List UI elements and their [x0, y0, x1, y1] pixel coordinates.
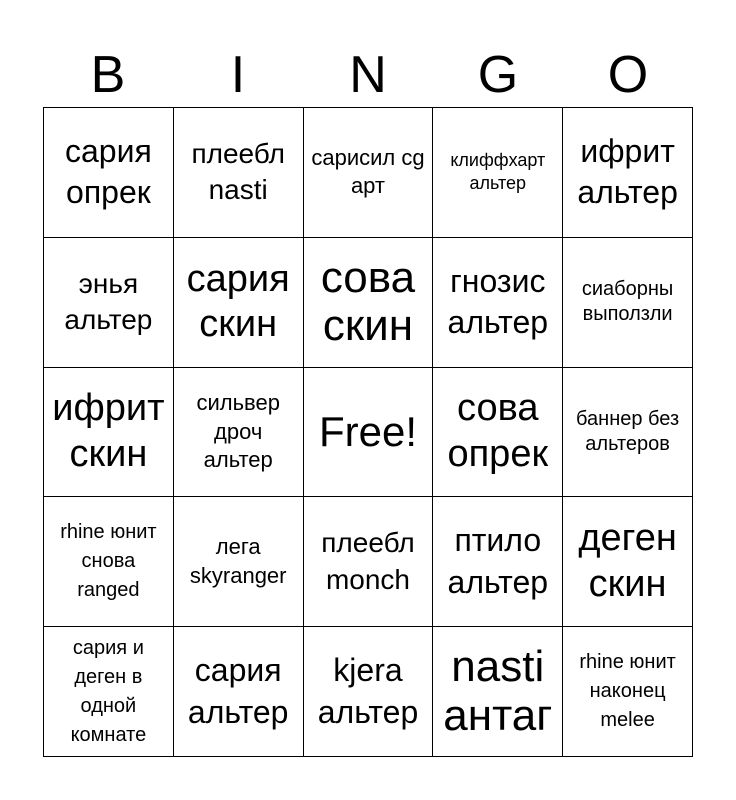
cell-text: сарисил cg арт — [311, 144, 425, 199]
bingo-cell[interactable] — [304, 627, 434, 757]
header-letter-i: I — [230, 46, 246, 104]
free-space-text: Free! — [318, 407, 417, 455]
bingo-cell[interactable] — [433, 368, 563, 498]
cell-text: сильвер дроч альтер — [196, 390, 280, 473]
header-letter-o: O — [607, 46, 649, 104]
cell-text: сиаборны выползли — [581, 278, 674, 326]
cell-text: птило альтер — [447, 522, 549, 600]
cell-text: клиффхарт альтер — [450, 150, 546, 194]
bingo-cell[interactable] — [44, 238, 174, 368]
cell-text: сария опрек — [64, 132, 152, 211]
cell-text: сова опрек — [447, 387, 549, 475]
cell-text: плеебл monch — [321, 527, 415, 595]
cell-text: kjera альтер — [317, 652, 419, 730]
cell-text: сова скин — [320, 252, 416, 351]
bingo-cell[interactable] — [304, 108, 434, 238]
bingo-cell[interactable] — [44, 497, 174, 627]
bingo-header — [43, 42, 693, 108]
cell-text: деген скин — [578, 517, 677, 605]
cell-text: плеебл nasti — [191, 138, 285, 206]
cell-text: rhine юнит снова ranged — [60, 521, 157, 602]
cell-text: сария и деген в одной комнате — [70, 636, 147, 746]
bingo-card — [43, 107, 693, 757]
cell-text: ифрит скин — [52, 387, 165, 475]
cell-text: сария скин — [186, 257, 290, 346]
cell-text: ифрит альтер — [577, 132, 678, 211]
bingo-cell[interactable] — [563, 627, 693, 757]
bingo-cell[interactable] — [433, 108, 563, 238]
cell-text: баннер без альтеров — [576, 407, 680, 455]
bingo-cell[interactable] — [563, 238, 693, 368]
bingo-cell[interactable] — [44, 108, 174, 238]
bingo-cell[interactable] — [563, 108, 693, 238]
cell-text: энья альтер — [64, 267, 153, 336]
bingo-cell[interactable] — [433, 238, 563, 368]
free-space-cell[interactable] — [304, 368, 434, 498]
bingo-cell[interactable] — [44, 627, 174, 757]
header-letter-b: B — [90, 46, 126, 104]
bingo-cell[interactable] — [563, 497, 693, 627]
bingo-cell[interactable] — [304, 238, 434, 368]
bingo-cell[interactable] — [304, 497, 434, 627]
header-letter-n: N — [349, 46, 387, 104]
cell-text: сария альтер — [187, 652, 289, 730]
cell-text: rhine юнит наконец melee — [579, 651, 676, 732]
bingo-cell[interactable] — [44, 368, 174, 498]
bingo-cell[interactable] — [174, 238, 304, 368]
bingo-cell[interactable] — [563, 368, 693, 498]
header-letter-g: G — [477, 46, 519, 104]
bingo-cell[interactable] — [433, 497, 563, 627]
bingo-cell[interactable] — [174, 627, 304, 757]
bingo-cell[interactable] — [174, 368, 304, 498]
bingo-cell[interactable] — [174, 497, 304, 627]
cell-text: nasti антаг — [443, 642, 553, 740]
bingo-cell[interactable] — [433, 627, 563, 757]
cell-text: гнозис альтер — [447, 262, 549, 341]
bingo-cell[interactable] — [174, 108, 304, 238]
cell-text: лега skyranger — [189, 534, 287, 588]
